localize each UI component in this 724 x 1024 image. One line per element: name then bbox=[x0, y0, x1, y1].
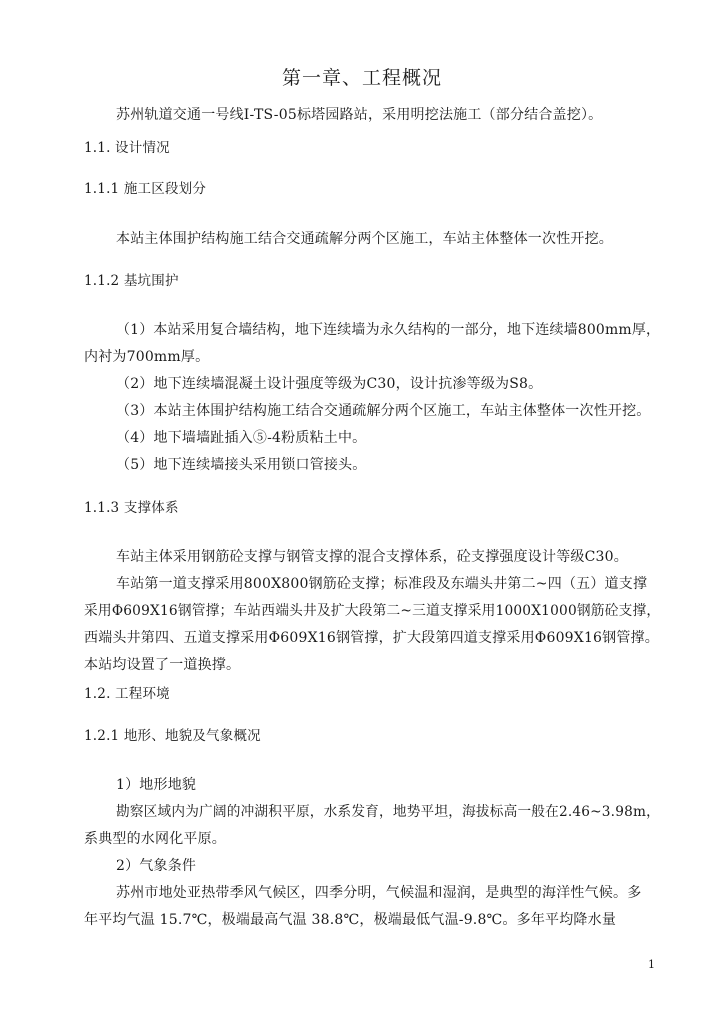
paragraph-climate-line-2: 年平均气温 15.7℃，极端最高气温 38.8℃，极端最低气温-9.8℃。多年平均降水量 bbox=[84, 912, 617, 928]
chapter-title: 第一章、工程概况 bbox=[281, 67, 442, 89]
paragraph-item-5: （5）地下连续墙接头采用锁口管接头。 bbox=[116, 457, 367, 473]
section-heading-1-2-1: 1.2.1 地形、地貌及气象概况 bbox=[84, 728, 261, 744]
paragraph-item-1-line-1: （1）本站采用复合墙结构，地下连续墙为永久结构的一部分，地下连续墙800mm厚， bbox=[116, 322, 661, 338]
paragraph-item-4: （4）地下墙墙趾插入⑤-4粉质粘土中。 bbox=[116, 430, 367, 446]
paragraph-support-line-1: 车站第一道支撑采用800X800钢筋砼支撑；标准段及东端头井第二~四（五）道支撑 bbox=[116, 576, 648, 592]
subheading-climate: 2）气象条件 bbox=[116, 858, 197, 874]
paragraph-support-line-4: 本站均设置了一道换撑。 bbox=[84, 657, 241, 673]
paragraph-support-system: 车站主体采用钢筋砼支撑与钢管支撑的混合支撑体系，砼支撑强度设计等级C30。 bbox=[116, 549, 628, 565]
section-heading-1-1: 1.1. 设计情况 bbox=[84, 140, 170, 156]
paragraph-terrain-line-2: 系典型的水网化平原。 bbox=[84, 831, 226, 847]
page-number: 1 bbox=[648, 958, 655, 971]
paragraph-climate-line-1: 苏州市地处亚热带季风气候区，四季分明，气候温和湿润，是典型的海洋性气候。多 bbox=[116, 885, 642, 901]
section-heading-1-1-3: 1.1.3 支撑体系 bbox=[84, 500, 179, 516]
section-heading-1-1-2: 1.1.2 基坑围护 bbox=[84, 273, 179, 289]
paragraph-item-1-line-2: 内衬为700mm厚。 bbox=[84, 349, 210, 365]
paragraph-item-2: （2）地下连续墙混凝土设计强度等级为C30，设计抗渗等级为S8。 bbox=[116, 376, 543, 392]
paragraph-terrain-line-1: 勘察区域内为广阔的冲湖积平原，水系发育，地势平坦，海拔标高一般在2.46~3.98m， bbox=[116, 804, 660, 820]
paragraph-support-line-2: 采用Φ609X16钢管撑；车站西端头井及扩大段第二~三道支撑采用1000X1000钢筋砼支撑， bbox=[84, 603, 661, 619]
subheading-terrain: 1）地形地貌 bbox=[116, 777, 197, 793]
paragraph-construction-zones: 本站主体围护结构施工结合交通疏解分两个区施工，车站主体整体一次性开挖。 bbox=[116, 231, 613, 247]
section-heading-1-2: 1.2. 工程环境 bbox=[84, 686, 170, 702]
intro-paragraph: 苏州轨道交通一号线Ⅰ-TS-05标塔园路站，采用明挖法施工（部分结合盖挖）。 bbox=[116, 107, 603, 123]
section-heading-1-1-1: 1.1.1 施工区段划分 bbox=[84, 181, 207, 197]
paragraph-support-line-3: 西端头井第四、五道支撑采用Φ609X16钢管撑，扩大段第四道支撑采用Φ609X16钢管撑。 bbox=[84, 630, 659, 646]
paragraph-item-3: （3）本站主体围护结构施工结合交通疏解分两个区施工，车站主体整体一次性开挖。 bbox=[116, 403, 651, 419]
